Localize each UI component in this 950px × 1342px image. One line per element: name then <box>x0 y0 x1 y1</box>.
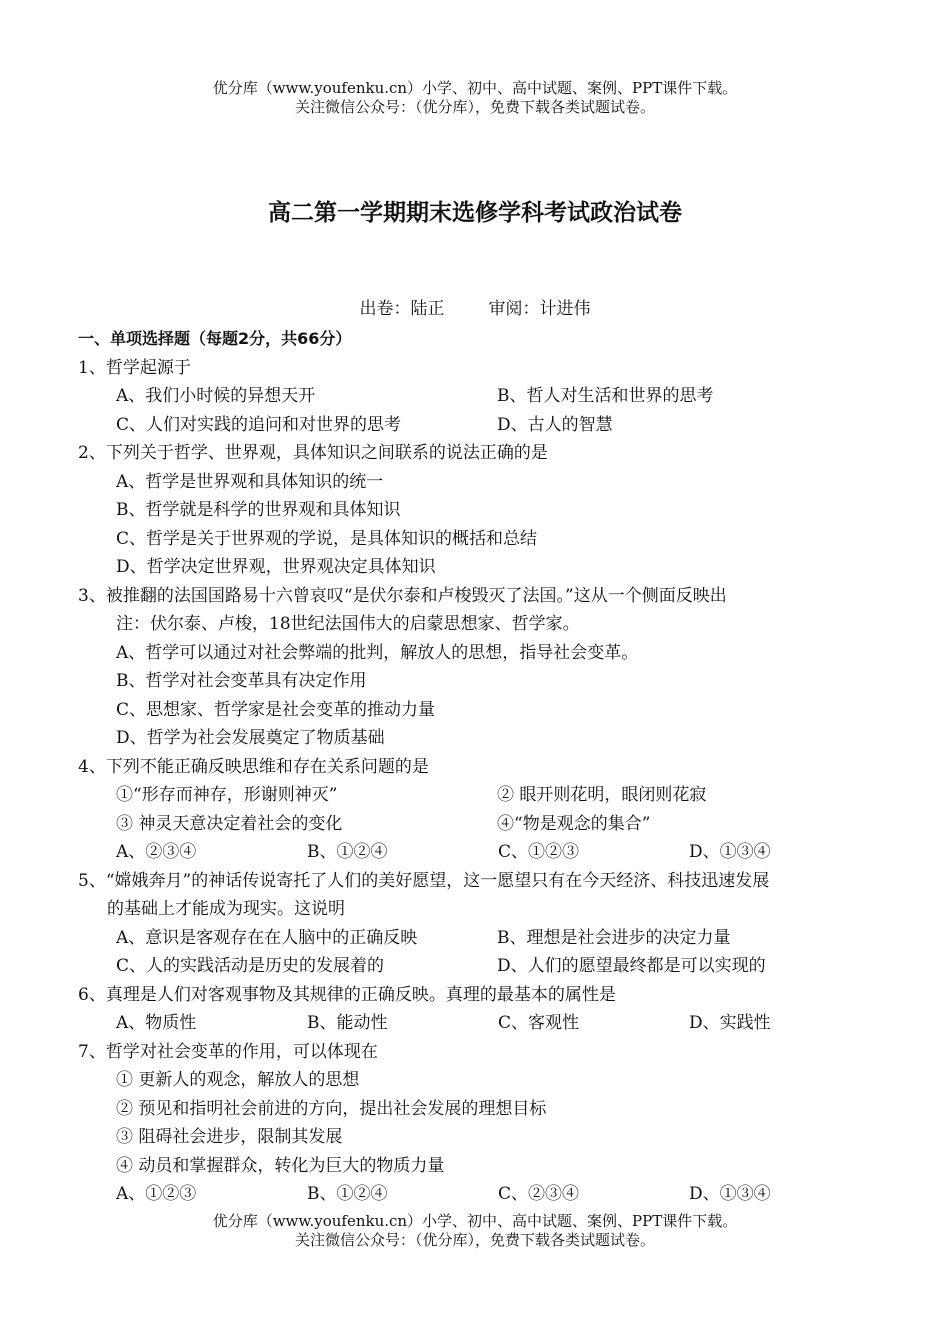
question-4-stem: 4、下列不能正确反映思维和存在关系问题的是 <box>78 756 429 777</box>
question-7-options <box>78 1180 878 1209</box>
exam-body <box>78 325 878 1209</box>
question-5-options-row-1 <box>78 924 878 953</box>
option-d: D、①③④ <box>689 1184 771 1204</box>
option-b: B、哲人对生活和世界的思考 <box>497 386 714 406</box>
option-c: C、思想家、哲学家是社会变革的推动力量 <box>116 699 436 720</box>
option-a: A、我们小时候的异想天开 <box>116 386 316 406</box>
statement-3: ③ 神灵天意决定着社会的变化 <box>116 813 343 834</box>
byline <box>0 296 950 322</box>
option-d: D、哲学为社会发展奠定了物质基础 <box>116 728 385 748</box>
question-3-note: 注：伏尔泰、卢梭，18世纪法国伟大的启蒙思想家、哲学家。 <box>116 614 580 634</box>
question-5-stem: 5、“嫦娥奔月”的神话传说寄托了人们的美好愿望，这一愿望只有在今天经济、科技迅速发展 <box>78 870 770 891</box>
question-5-options-row-2 <box>78 952 878 981</box>
option-b: B、理想是社会进步的决定力量 <box>497 927 731 948</box>
header-banner <box>0 79 950 117</box>
option-b: B、①②④ <box>307 1184 388 1204</box>
option-c: C、哲学是关于世界观的学说，是具体知识的概括和总结 <box>116 528 538 549</box>
statement-2: ② 预见和指明社会前进的方向，提出社会发展的理想目标 <box>116 1098 547 1119</box>
statement-4: ④“物是观念的集合” <box>497 813 651 834</box>
option-d: D、哲学决定世界观，世界观决定具体知识 <box>116 557 436 577</box>
question-4-options <box>78 838 878 867</box>
option-c: C、人们对实践的追问和对世界的思考 <box>116 414 402 435</box>
statement-1: ①“形存而神存，形谢则神灭” <box>116 785 338 805</box>
statement-3: ③ 阻碍社会进步，限制其发展 <box>116 1127 343 1147</box>
option-c: C、②③④ <box>498 1184 580 1204</box>
question-2-stem: 2、下列关于哲学、世界观，具体知识之间联系的说法正确的是 <box>78 443 548 463</box>
option-b: B、能动性 <box>307 1013 388 1033</box>
question-3-stem: 3、被推翻的法国国路易十六曾哀叹“是伏尔泰和卢梭毁灭了法国。”这从一个侧面反映出 <box>78 585 727 606</box>
option-b: B、哲学就是科学的世界观和具体知识 <box>116 500 401 520</box>
option-d: D、实践性 <box>689 1013 771 1033</box>
reviewer-credit: 审阅：计进伟 <box>488 299 591 319</box>
option-a: A、①②③ <box>116 1184 197 1204</box>
exam-title: 高二第一学期期末选修学科考试政治试卷 <box>268 200 682 226</box>
option-b: B、①②④ <box>307 842 388 862</box>
option-b: B、哲学对社会变革具有决定作用 <box>116 671 367 691</box>
question-1-stem: 1、哲学起源于 <box>78 357 191 378</box>
author-credit: 出卷：陆正 <box>359 299 445 319</box>
footer-line-1: 优分库（www.youfenku.cn）小学、初中、高中试题、案例、PPT课件下载。 <box>212 1212 738 1230</box>
question-4-items-row-1 <box>78 781 878 810</box>
option-a: A、哲学是世界观和具体知识的统一 <box>116 471 384 492</box>
option-d: D、古人的智慧 <box>497 414 613 435</box>
option-d: D、①③④ <box>689 842 771 862</box>
option-a: A、意识是客观存在在人脑中的正确反映 <box>116 927 418 948</box>
question-5-stem-continued: 的基础上才能成为现实。这说明 <box>107 899 345 919</box>
statement-1: ① 更新人的观念，解放人的思想 <box>116 1070 360 1090</box>
option-d: D、人们的愿望最终都是可以实现的 <box>497 956 766 976</box>
header-line-1: 优分库（www.youfenku.cn）小学、初中、高中试题、案例、PPT课件下载。 <box>212 79 738 97</box>
footer-line-2: 关注微信公众号：（优分库），免费下载各类试题试卷。 <box>294 1231 655 1249</box>
option-a: A、物质性 <box>116 1013 197 1033</box>
footer-banner <box>0 1212 950 1250</box>
option-c: C、①②③ <box>498 842 580 862</box>
option-c: C、客观性 <box>498 1013 580 1033</box>
question-7-stem: 7、哲学对社会变革的作用，可以体现在 <box>78 1041 378 1062</box>
section-heading: 一、单项选择题（每题2分，共66分） <box>78 329 352 348</box>
question-6-options <box>78 1009 878 1038</box>
header-line-2: 关注微信公众号：（优分库），免费下载各类试题试卷。 <box>294 98 655 116</box>
option-c: C、人的实践活动是历史的发展着的 <box>116 956 385 976</box>
question-6-stem: 6、真理是人们对客观事物及其规律的正确反映。真理的最基本的属性是 <box>78 984 616 1005</box>
option-a: A、②③④ <box>116 842 197 862</box>
question-1-options-row-1 <box>78 382 878 411</box>
statement-2: ② 眼开则花明，眼闭则花寂 <box>497 785 707 805</box>
option-a: A、哲学可以通过对社会弊端的批判，解放人的思想，指导社会变革。 <box>116 642 639 663</box>
question-1-options-row-2 <box>78 411 878 440</box>
statement-4: ④ 动员和掌握群众，转化为巨大的物质力量 <box>116 1155 445 1176</box>
question-4-items-row-2 <box>78 810 878 839</box>
